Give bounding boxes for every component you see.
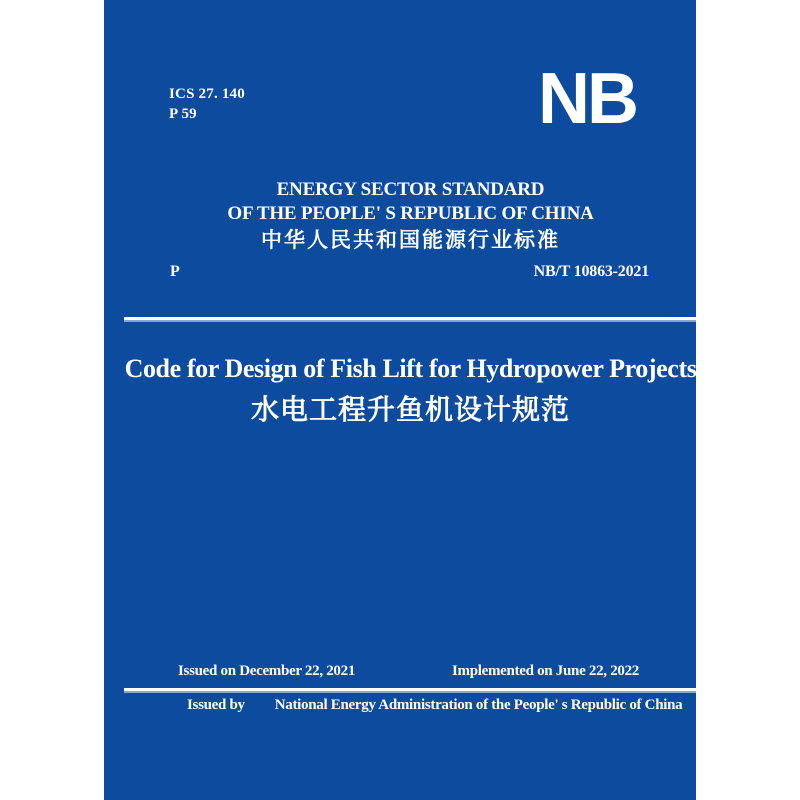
- ics-block: [169, 84, 245, 124]
- title-english: Code for Design of Fish Lift for Hydropower Projects: [124, 354, 697, 383]
- standard-cover-page: [104, 0, 696, 800]
- issued-by-label: Issued by: [187, 697, 245, 713]
- standard-name-en-line1: ENERGY SECTOR STANDARD: [276, 179, 545, 200]
- category-number-row: [124, 263, 697, 283]
- nb-logo: NB: [538, 59, 636, 139]
- implemented-date: Implemented on June 22, 2022: [451, 663, 639, 679]
- class-code: P 59: [169, 106, 197, 122]
- ics-code: ICS 27. 140: [169, 86, 245, 102]
- dates-row: [124, 663, 697, 683]
- issued-date: Issued on December 22, 2021: [178, 663, 356, 679]
- footer-divider-line: [124, 688, 697, 691]
- standard-name-zh: 中华人民共和国能源行业标准: [261, 228, 560, 252]
- issued-by-row: [124, 697, 697, 714]
- title-chinese: 水电工程升鱼机设计规范: [250, 395, 570, 426]
- category-code: P: [170, 263, 180, 280]
- standard-number: NB/T 10863-2021: [533, 263, 649, 280]
- issuing-authority: National Energy Administration of the People' s Republic of China: [274, 697, 683, 713]
- standard-name-en-line2: OF THE PEOPLE' S REPUBLIC OF CHINA: [227, 203, 594, 224]
- header-divider-line: [124, 317, 697, 320]
- standard-name-block: [124, 178, 697, 253]
